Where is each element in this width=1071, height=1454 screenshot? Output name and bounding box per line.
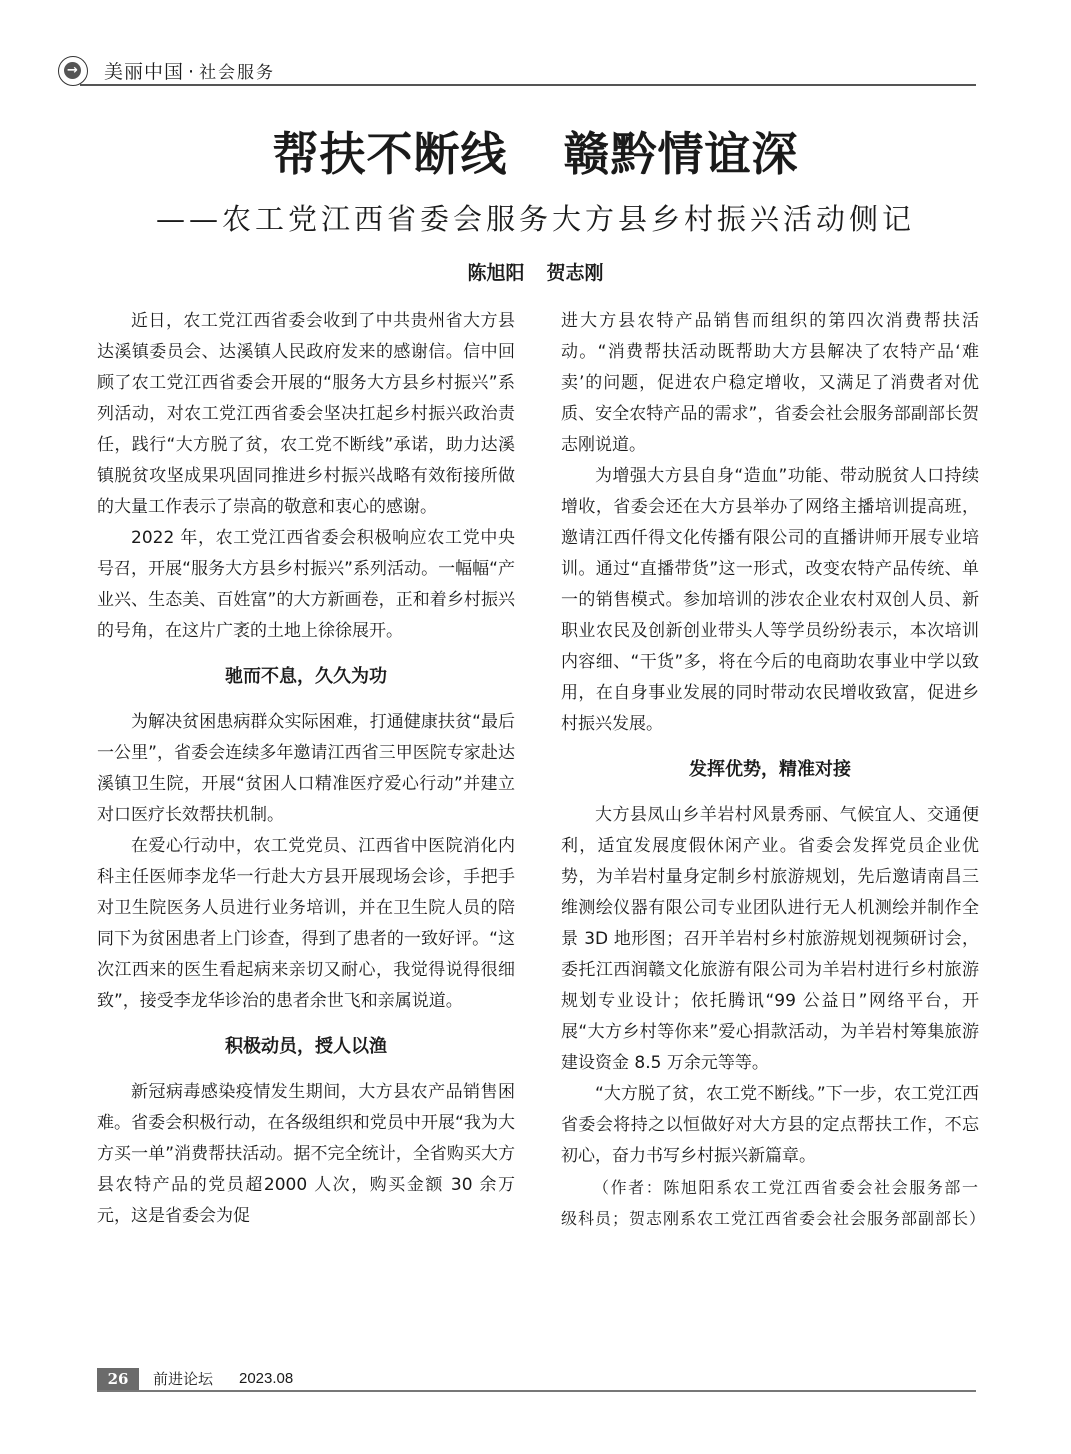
section-name: 美丽中国 xyxy=(104,61,185,83)
paragraph: 近日，农工党江西省委会收到了中共贵州省大方县达溪镇委员会、达溪镇人民政府发来的感谢信。信中回顾了农工党江西省委会开展的“服务大方县乡村振兴”系列活动，对农工党江西省委会坚决扛起乡村振兴政治责任，践行“大方脱了贫，农工党不断线”承诺，助力达溪镇脱贫攻坚成果巩固同推进乡村振兴战略有效衔接所做的大量工作表示了崇高的敬意和衷心的感谢。 xyxy=(97,311,515,517)
page-footer xyxy=(97,1368,976,1390)
running-header xyxy=(58,56,976,86)
article-title xyxy=(0,118,1071,184)
article-subtitle: ——农工党江西省委会服务大方县乡村振兴活动侧记 xyxy=(155,202,915,236)
paragraph: “大方脱了贫，农工党不断线。”下一步，农工党江西省委会将持之以恒做好对大方县的定点帮扶工作，不忘初心，奋力书写乡村振兴新篇章。 xyxy=(561,1084,979,1166)
issue-date: 2023.08 xyxy=(239,1370,294,1387)
article-authors xyxy=(0,258,1071,285)
header-badge xyxy=(58,56,88,86)
arrow-right-circle-icon: → xyxy=(64,62,81,79)
paragraph: 在爱心行动中，农工党党员、江西省中医院消化内科主任医师李龙华一行赴大方县开展现场会诊，手把手对卫生院医务人员进行业务培训，并在卫生院人员的陪同下为贫困患者上门诊查，得到了患者的一致好评。“这次江西来的医生看起病来亲切又耐心，我觉得说得很细致”，接受李龙华诊治的患者余世飞和亲属说道。 xyxy=(97,836,515,1011)
section-label xyxy=(104,57,275,84)
paragraph: 大方县凤山乡羊岩村风景秀丽、气候宜人、交通便利，适宜发展度假休闲产业。省委会发挥党员企业优势，为羊岩村量身定制乡村旅游规划，先后邀请南昌三维测绘仪器有限公司专业团队进行无人机测绘并制作全景 3D 地形图；召开羊岩村乡村旅游规划视频研讨会，委托江西润赣文化旅游有限公司为羊岩村进行乡村旅游规划专业设计；依托腾讯“99 公益日”网络平台，开展“大方乡村等你来”爱心捐款活动，为羊岩村筹集旅游建设资金 8.5 万余元等等。 xyxy=(561,805,979,1073)
footer-rule xyxy=(97,1390,976,1392)
right-column xyxy=(561,306,987,1234)
magazine-name: 前进论坛 xyxy=(153,1370,214,1388)
left-column xyxy=(97,306,515,1232)
paragraph: 为增强大方县自身“造血”功能、带动脱贫人口持续增收，省委会还在大方县举办了网络主播培训提高班，邀请江西仟得文化传播有限公司的直播讲师开展专业培训。通过“直播带货”这一形式，改变农特产品传统、单一的销售模式。参加培训的涉农企业农村双创人员、新职业农民及创新创业带头人等学员纷纷表示，本次培训内容细、“干货”多，将在今后的电商助农事业中学以致用，在自身事业发展的同时带动农民增收致富，促进乡村振兴发展。 xyxy=(561,466,979,734)
section-heading: 驰而不息，久久为功 xyxy=(225,666,387,687)
header-rule xyxy=(80,84,976,86)
section-separator: · xyxy=(188,61,196,83)
subsection-name: 社会服务 xyxy=(199,63,276,83)
paragraph: 进大方县农特产品销售而组织的第四次消费帮扶活动。“消费帮扶活动既帮助大方县解决了农特产品‘难卖’的问题，促进农户稳定增收，又满足了消费者对优质、安全农特产品的需求”，省委会社会服务部副部长贺志刚说道。 xyxy=(561,311,979,455)
paragraph: 为解决贫困患病群众实际困难，打通健康扶贫“最后一公里”，省委会连续多年邀请江西省三甲医院专家赴达溪镇卫生院，开展“贫困人口精准医疗爱心行动”并建立对口医疗长效帮扶机制。 xyxy=(97,712,515,825)
author-1: 陈旭阳 xyxy=(467,262,525,284)
page-number: 26 xyxy=(97,1368,139,1390)
author-2: 贺志刚 xyxy=(546,262,604,284)
paragraph: 新冠病毒感染疫情发生期间，大方县农产品销售困难。省委会积极行动，在各级组织和党员中开展“我为大方买一单”消费帮扶活动。据不完全统计，全省购买大方县农特产品的党员超2000 人次，购买金额 30 余万元，这是省委会为促 xyxy=(97,1082,515,1226)
title-part-1: 帮扶不断线 xyxy=(272,127,508,181)
section-heading: 发挥优势，精准对接 xyxy=(689,759,851,780)
author-note: （作者：陈旭阳系农工党江西省委会社会服务部一级科员；贺志刚系农工党江西省委会社会服务部副部长） xyxy=(561,1178,987,1228)
section-heading: 积极动员，授人以渔 xyxy=(225,1036,387,1057)
title-part-2: 赣黔情谊深 xyxy=(563,127,799,181)
paragraph: 2022 年，农工党江西省委会积极响应农工党中央号召，开展“服务大方县乡村振兴”系列活动。一幅幅“产业兴、生态美、百姓富”的大方新画卷，正和着乡村振兴的号角，在这片广袤的土地上徐徐展开。 xyxy=(97,528,515,641)
